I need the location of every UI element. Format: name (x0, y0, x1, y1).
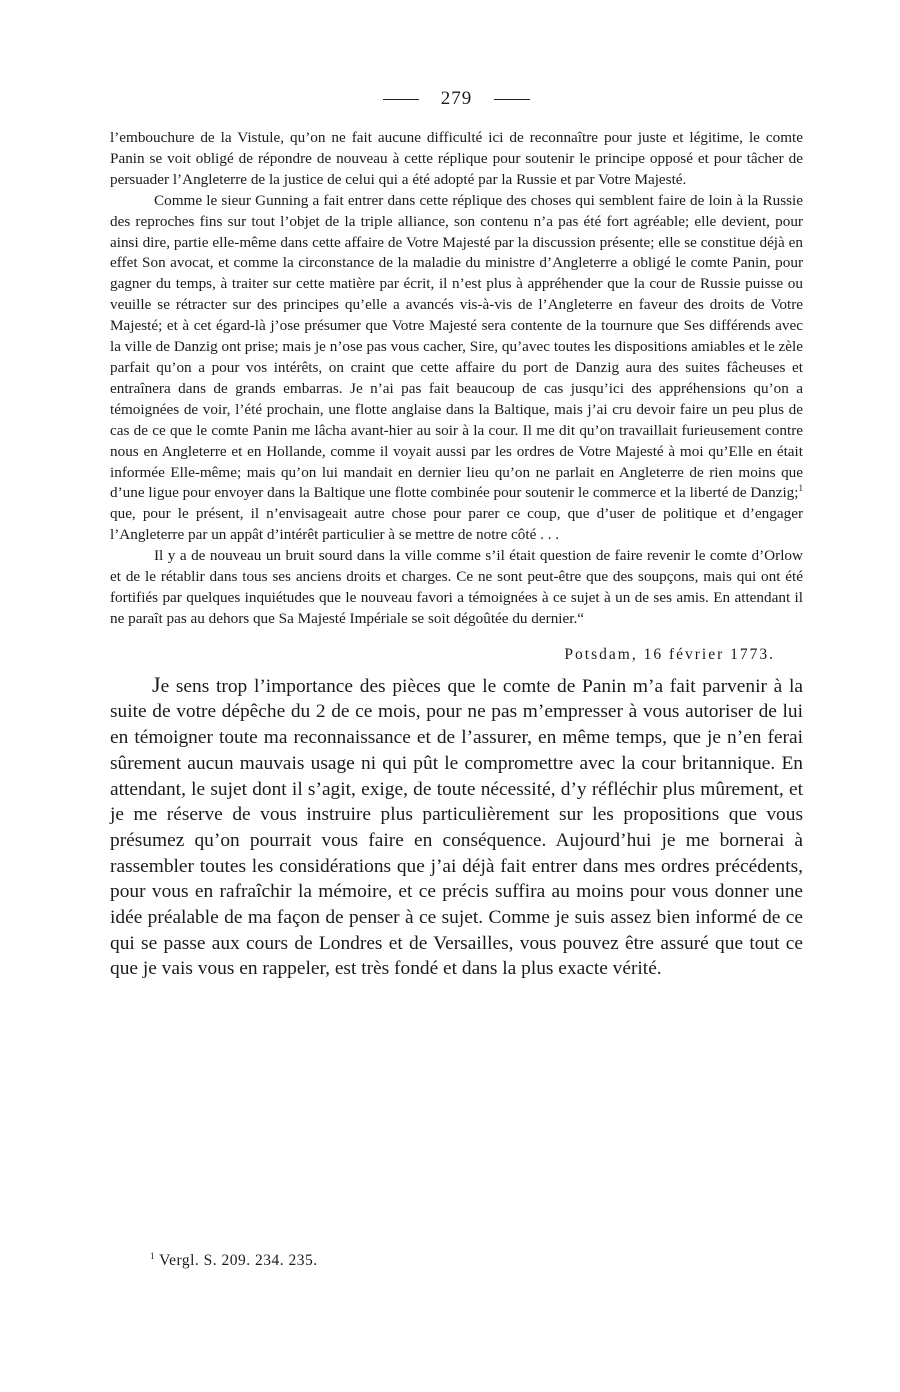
letter-paragraph (110, 672, 803, 982)
initial-letter: J (152, 671, 161, 697)
letter-body (110, 672, 803, 982)
footnote-reference: 1 (798, 483, 803, 494)
dateline: Potsdam, 16 février 1773. (564, 645, 775, 663)
page-number: 279 (440, 88, 473, 109)
report-paragraph-2-text: Comme le sieur Gunning a fait entrer dans cette réplique des choses qui semblent faire de loin à la Russie des reproches fins sur tout l’objet de la triple alliance, son contenu n’a pas été fort agréable; elle devient, pour ainsi dire, partie elle-même dans cette affaire de Votre Majesté par la discussion présente; elle se constitue déjà en effet Son avocat, et comme la circonstance de la maladie du ministre d’Angleterre a obligé le comte Panin, pour gagner du temps, à traiter sur cette matière par écrit, il n’est plus à appréhender que la cour de Russie puisse ou veuille se rétracter sur des principes qu’elle a avancés vis-à-vis de l’Angleterre en faveur des droits de Votre Majesté; et à cet égard-là j’ose présumer que Votre Majesté sera contente de la tournure que Ses différends avec la ville de Danzig ont prise; mais je n’ose pas vous cacher, Sire, qu’avec toutes les dispositions amiables et le zèle parfait qu’on a pour vos intérêts, on craint que cette affaire du port de Danzig aura des suites fâcheuses et entraînera dans de grands embarras. Je n’ai pas fait beaucoup de cas jusqu’ici des appréhensions qu’on a témoignées de voir, l’été prochain, une flotte anglaise dans la Baltique, mais j’ai cru devoir faire un peu plus de cas de ce que le comte Panin me lâcha avant-hier au soir à la cour. Il me dit qu’on travaillait furieusement contre nous en Angleterre et en Hollande, comme il voyait aussi par les ordres de Votre Majesté à moi qu’Elle en était informée Elle-même; mais qu’on lui mandait en dernier lieu qu’on ne parlait en Angleterre de rien moins que d’une ligue pour envoyer dans la Baltique une flotte combinée pour soutenir le commerce et la liberté de Danzig; (110, 191, 803, 502)
header-rule-left (383, 99, 419, 100)
header-rule-right (494, 99, 530, 100)
report-paragraph-2 (110, 191, 803, 546)
report-paragraph-3: Il y a de nouveau un bruit sourd dans la ville comme s’il était question de faire revenir le comte d’Orlow et de le rétablir dans tous ses anciens droits et charges. Ce ne sont peut-être que des soupçons, mais qui ont été fortifiés par quelques inquiétudes que le nouveau favori a témoignées à ce sujet à un de ses amis. En attendant il ne paraît pas au dehors que Sa Majesté Impériale se soit dégoûtée du dernier.“ (110, 547, 803, 627)
footnote-mark: 1 (150, 1250, 155, 1261)
footnote (150, 1252, 318, 1270)
letter-text: e sens trop l’importance des pièces que le comte de Panin m’a fait parvenir à la suite de votre dépêche du 2 de ce mois, pour ne pas m’empresser à vous autoriser de lui en témoigner toute ma reconnaissance et de l’assurer, en même temps, que je n’en ferai sûrement aucun mauvais usage ni qui pût le compromettre avec la cour britannique. En attendant, le sujet dont il s’agit, exige, de toute nécessité, d’y réfléchir plus mûrement, et je me réserve de vous instruire plus particulièrement sur les propositions que vous présumez qu’on pourrait vous faire en conséquence. Aujourd’hui je me bornerai à rassembler toutes les considérations que j’ai déjà fait entrer dans mes ordres précédents, pour vous en rafraîchir la mémoire, et ce précis suffira au moins pour vous donner une idée préalable de ma façon de penser à ce sujet. Comme je suis assez bien informé de ce qui se passe aux cours de Londres et de Versailles, vous pouvez être assuré que tout ce que je vais vous en rappeler, est très fondé et dans la plus exacte vérité. (110, 675, 803, 980)
report-paragraph-2-end: que, pour le présent, il n’envisageait autre chose pour parer ce coup, que d’user de politique et d’engager l’Angleterre par un appât d’intérêt particulier à se mettre de notre côté . . . (110, 505, 803, 544)
quoted-report (110, 128, 803, 630)
page-header (110, 86, 803, 112)
footnote-text: Vergl. S. 209. 234. 235. (155, 1252, 318, 1269)
document-page (110, 86, 803, 982)
report-paragraph-1: l’embouchure de la Vistule, qu’on ne fait aucune difficulté ici de reconnaître pour juste et légitime, le comte Panin se voit obligé de répondre de nouveau à cette réplique pour soutenir le principe opposé et pour tâcher de persuader l’Angleterre de la justice de celui qui a été adopté par la Russie et par Votre Majesté. (110, 129, 803, 188)
